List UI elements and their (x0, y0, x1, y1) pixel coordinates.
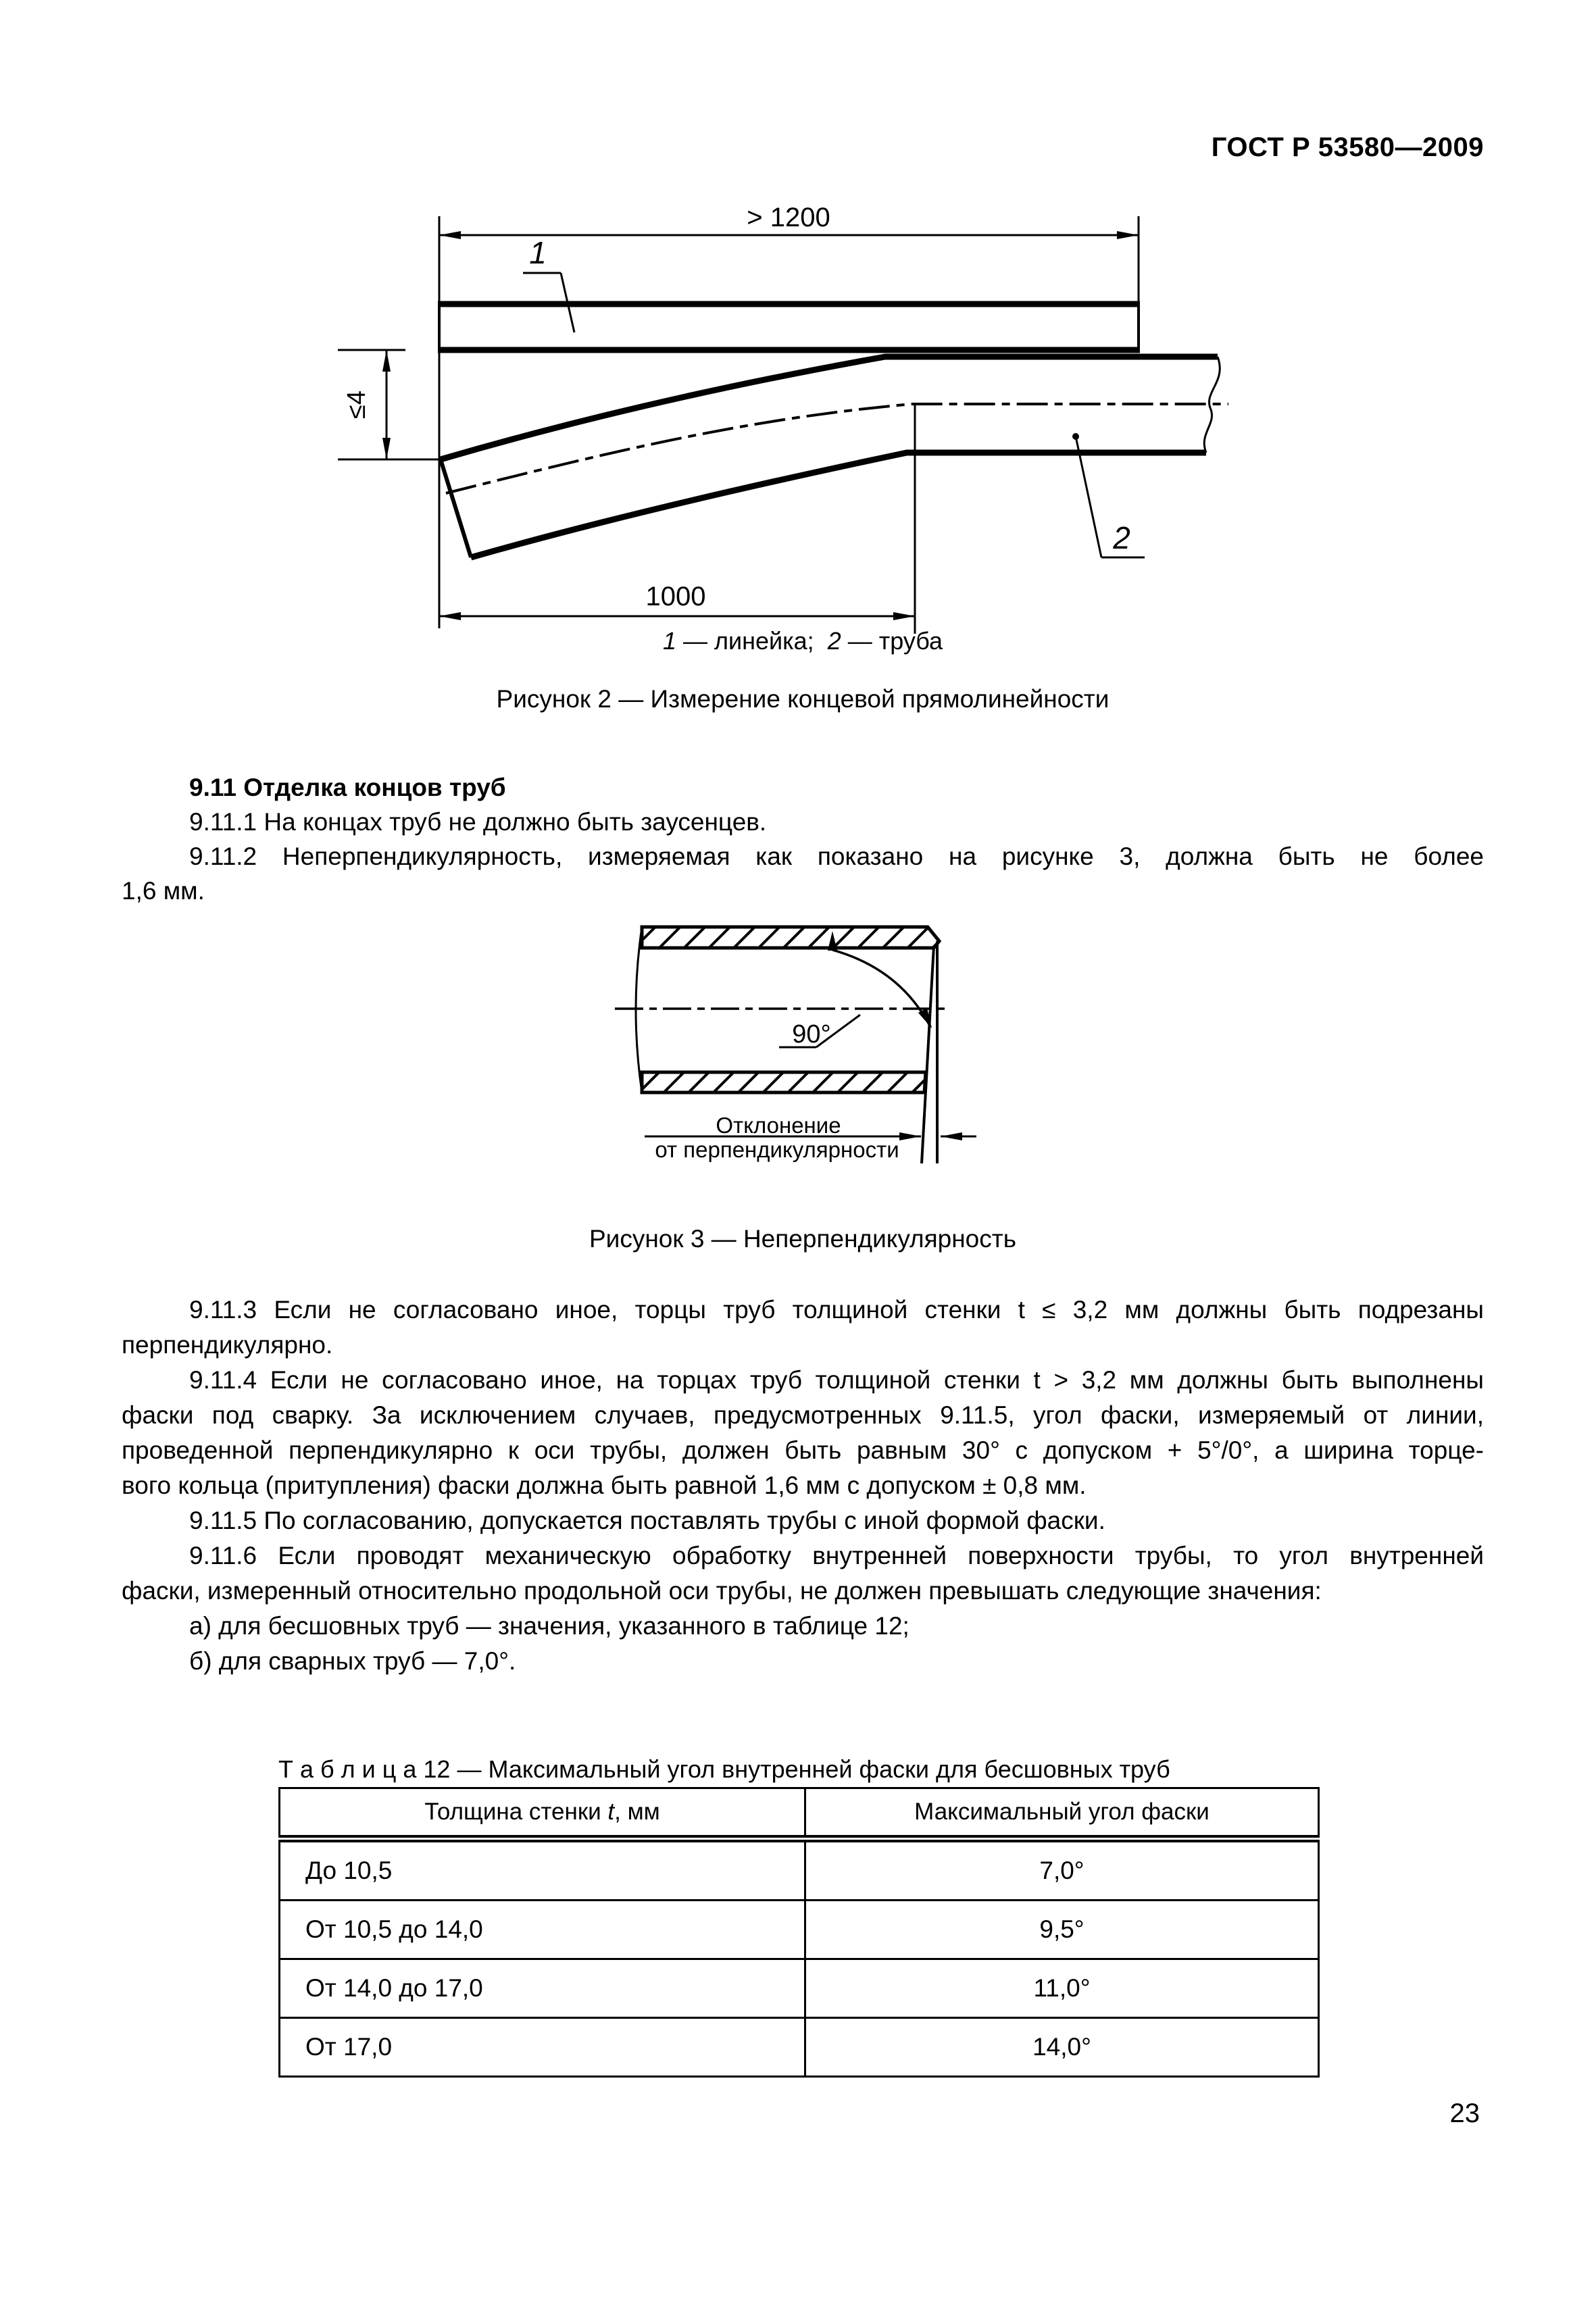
pipe-top-edge (441, 357, 1218, 459)
text-line: перпендикулярно. (122, 1331, 333, 1359)
cell-angle: 11,0° (805, 1959, 1319, 2018)
text-line: проведенной перпендикулярно к оси трубы, должен быть равным 30° с допуском + 5°/0°, а ширина торце- (122, 1436, 1484, 1464)
dim-label-1200: > 1200 (747, 203, 830, 232)
text-line: 9.11.4 Если не согласовано иное, на торцах труб толщиной стенки t > 3,2 мм должны быть выполнены (189, 1366, 1484, 1394)
text-line: вого кольца (притупления) фаски должна быть равной 1,6 мм с допуском ± 0,8 мм. (122, 1472, 1087, 1499)
table-row (280, 1959, 1319, 2018)
table12-caption: Т а б л и ц а 12 — Максимальный угол внутренней фаски для бесшовных труб (278, 1755, 1170, 1783)
text-line: 9.11 Отделка концов труб (189, 774, 506, 801)
cell-angle: 14,0° (805, 2018, 1319, 2077)
text-line: 9.11.1 На концах труб не должно быть заусенцев. (189, 808, 767, 836)
angle-arc (832, 950, 930, 1027)
pipe-bottom-edge (471, 453, 1206, 557)
section-9-11-text (122, 770, 1484, 908)
section-9-11-text-continued (122, 1292, 1484, 1679)
actual-end-face-line (922, 946, 934, 1163)
cell-thickness: От 14,0 до 17,0 (280, 1959, 805, 2018)
deviation-label-line2: от перпендикулярности (655, 1137, 899, 1162)
col1-italic-t: t (607, 1799, 615, 1825)
text-line: а) для бесшовных труб — значения, указанного в таблице 12; (189, 1612, 909, 1640)
document-number-header: ГОСТ Р 53580—2009 (1211, 132, 1484, 162)
text-line: б) для сварных труб — 7,0°. (189, 1647, 516, 1675)
figure3-caption: Рисунок 3 — Неперпендикулярность (589, 1225, 1016, 1253)
page-number: 23 (1449, 2098, 1480, 2128)
legend-text-1: — линейка; (676, 627, 828, 655)
dim-label-1000: 1000 (645, 582, 706, 611)
table-row (280, 1839, 1319, 1901)
text-line: 9.11.5 По согласованию, допускается поставлять трубы с иной формой фаски. (189, 1507, 1105, 1534)
table12-body (280, 1839, 1319, 2077)
figure2-legend (122, 627, 1484, 655)
deviation-label-line1: Отклонение (716, 1113, 841, 1138)
text-line: 1,6 мм. (122, 877, 205, 905)
col1-pre: Толщина стенки (424, 1799, 608, 1825)
text-line: 9.11.3 Если не согласовано иное, торцы труб толщиной стенки t ≤ 3,2 мм должны быть подрезаны (189, 1296, 1484, 1324)
table-row (280, 1901, 1319, 1959)
pipe-end-face (441, 459, 471, 557)
dim-label-gap: ≤4 (343, 391, 371, 419)
cell-thickness: От 17,0 (280, 2018, 805, 2077)
table12 (278, 1787, 1320, 2078)
pipe-wall-bottom (642, 1072, 926, 1092)
legend-num-2: 2 (827, 627, 841, 655)
pipe-wall-top (642, 927, 939, 948)
cell-angle: 9,5° (805, 1901, 1319, 1959)
col1-post: , мм (614, 1799, 660, 1825)
figure2-drawing (324, 196, 1270, 642)
callout-label-pipe: 2 (1113, 520, 1130, 555)
cell-thickness: До 10,5 (280, 1839, 805, 1901)
cell-angle: 7,0° (805, 1839, 1319, 1901)
figure3-drawing (608, 912, 987, 1209)
figure2-caption: Рисунок 2 — Измерение концевой прямолинейности (496, 685, 1109, 713)
table-row (280, 2018, 1319, 2077)
callout-label-ruler: 1 (529, 235, 547, 270)
legend-text-2: — труба (841, 627, 943, 655)
legend-num-1: 1 (662, 627, 676, 655)
ruler-outline (439, 304, 1139, 350)
text-line: фаски под сварку. За исключением случаев, предусмотренных 9.11.5, угол фаски, измеряемый от линии, (122, 1401, 1484, 1429)
cell-thickness: От 10,5 до 14,0 (280, 1901, 805, 1959)
text-line: фаски, измеренный относительно продольной оси трубы, не должен превышать следующие значения: (122, 1577, 1322, 1605)
text-line: 9.11.6 Если проводят механическую обработку внутренней поверхности трубы, то угол внутренней (189, 1542, 1484, 1569)
col-header-angle: Максимальный угол фаски (805, 1788, 1319, 1839)
table12-header-row (280, 1788, 1319, 1839)
col-header-thickness (280, 1788, 805, 1839)
angle-label: 90° (792, 1020, 831, 1049)
pipe-centerline (446, 404, 1228, 493)
text-line: 9.11.2 Неперпендикулярность, измеряемая как показано на рисунке 3, должна быть не более (189, 842, 1484, 870)
